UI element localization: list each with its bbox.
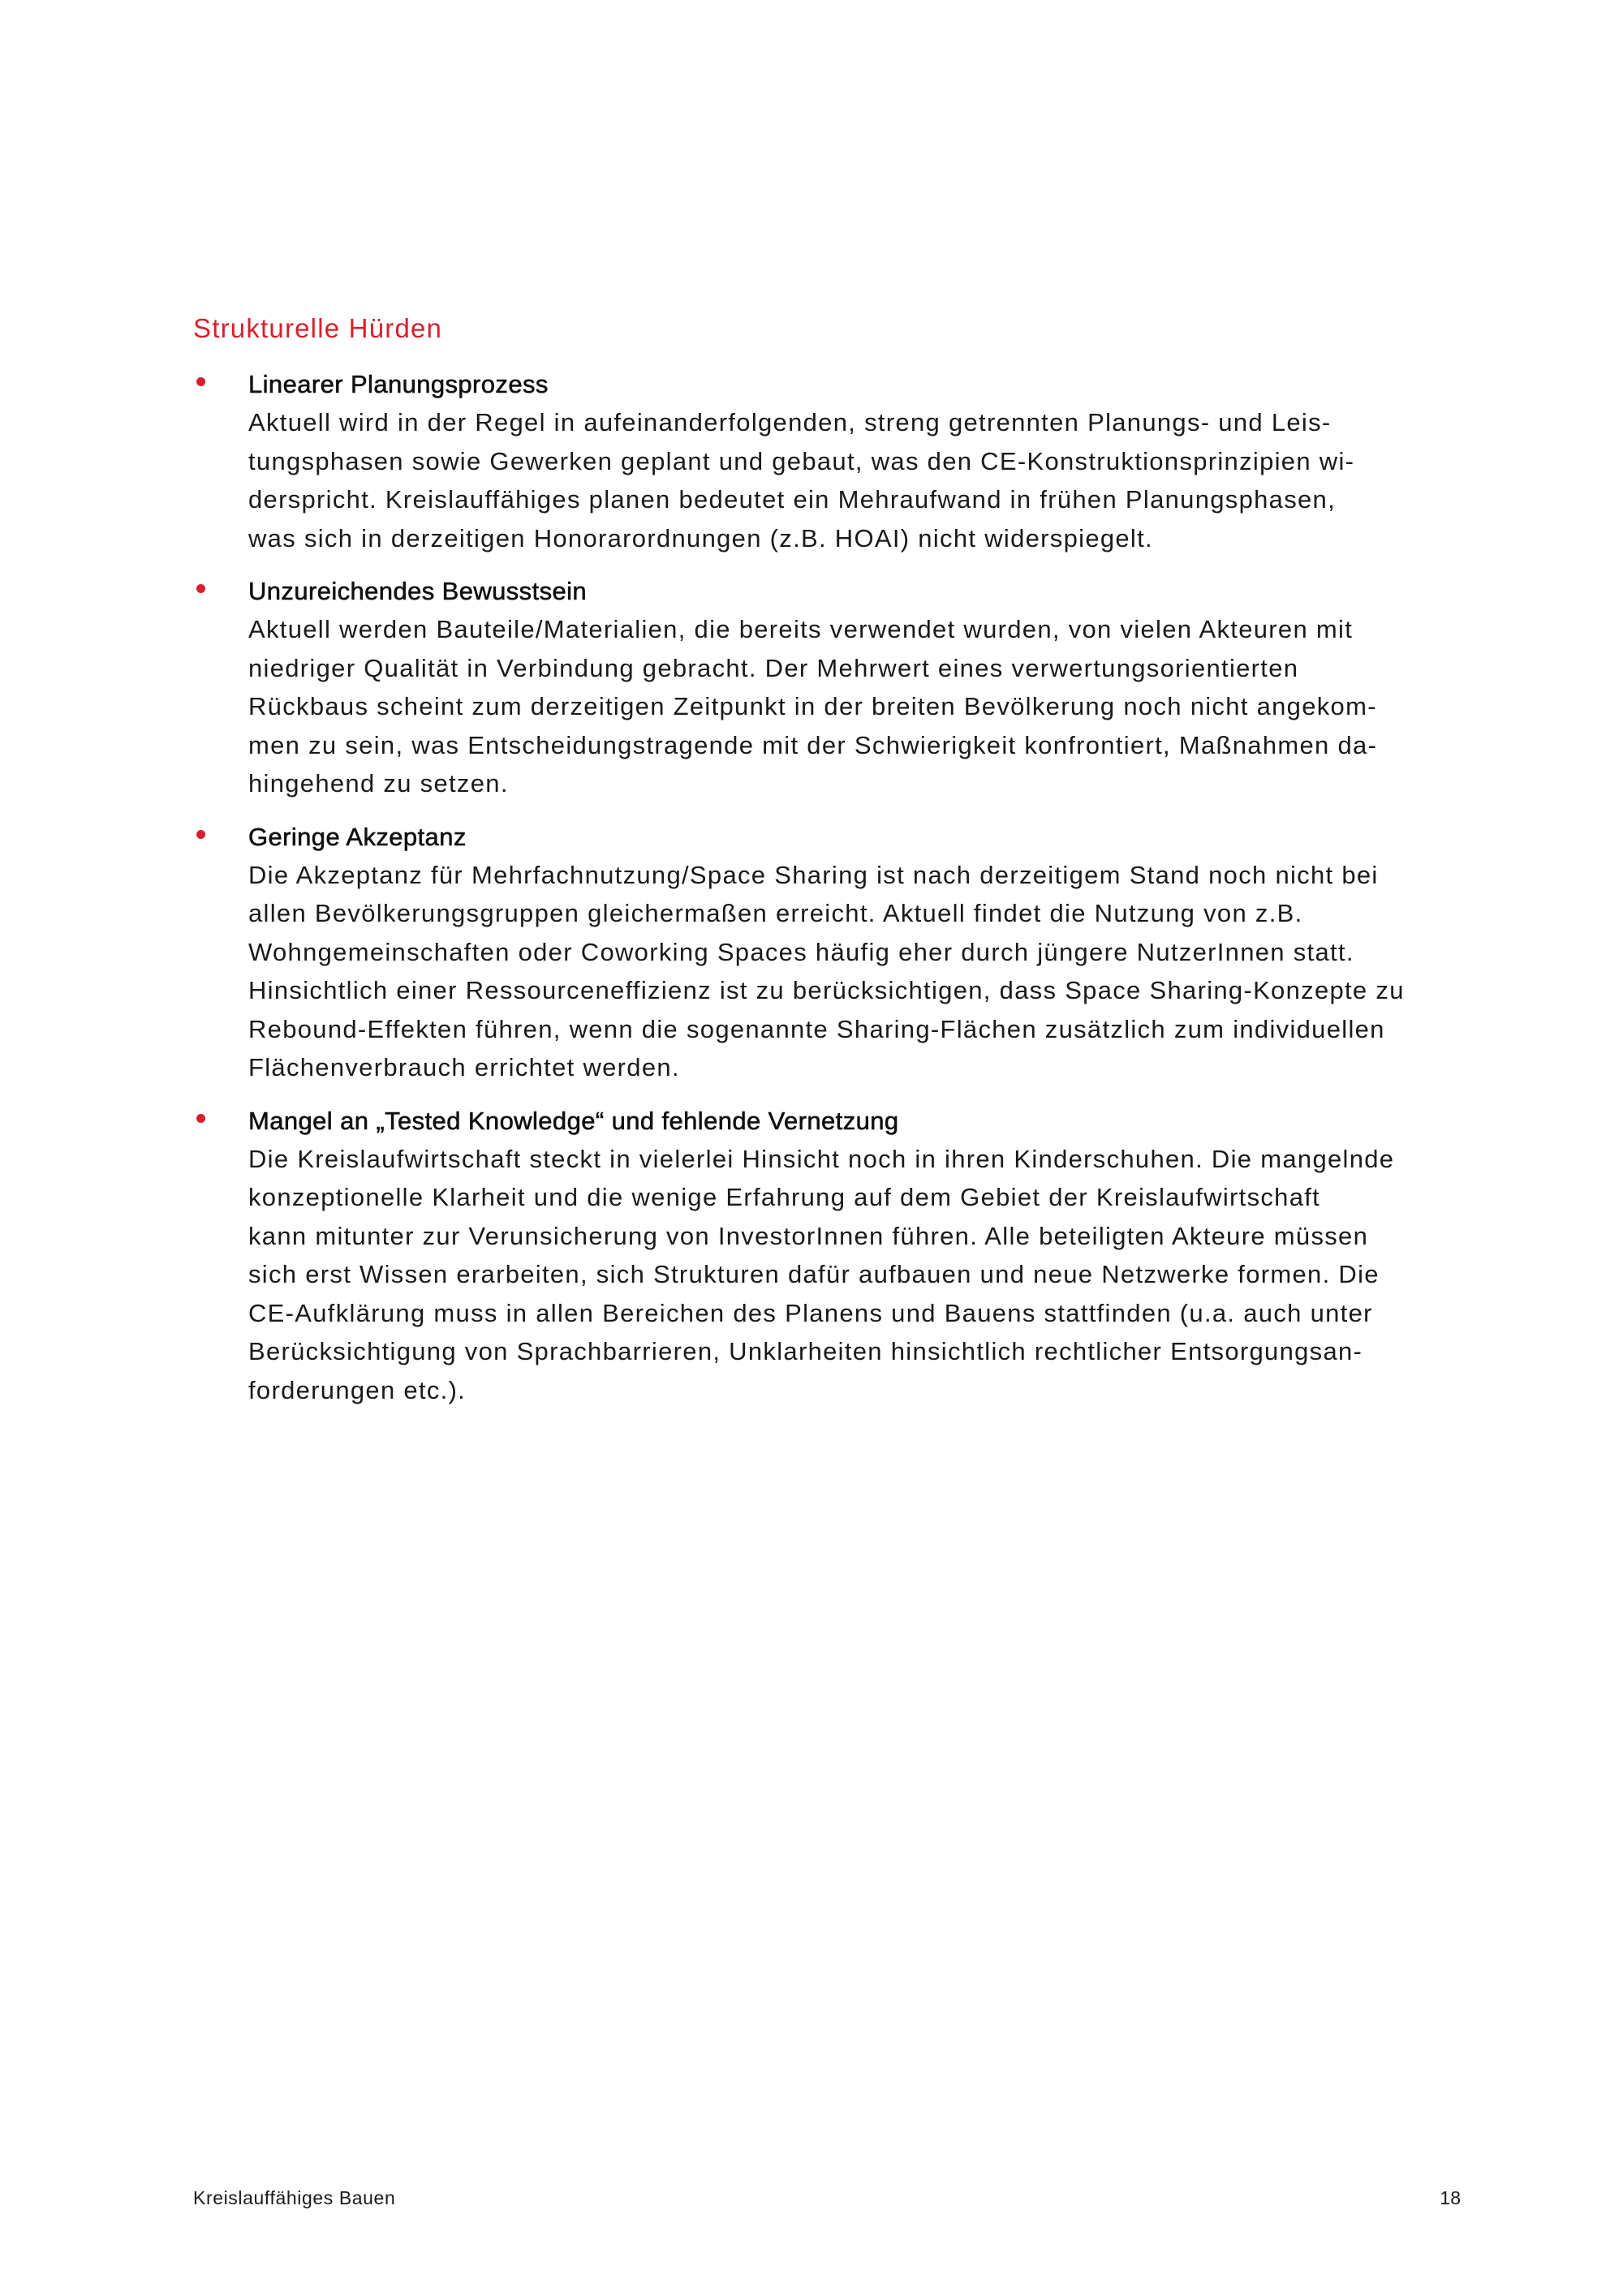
- text-line: Aktuell wird in der Regel in aufeinanderfolgenden, streng getrennten Planungs- und Leis-: [248, 408, 1332, 436]
- item-title: Geringe Akzeptanz: [248, 822, 467, 851]
- bullet-list: [193, 365, 1459, 1424]
- section-title: Strukturelle Hürden: [193, 313, 443, 343]
- text-line: men zu sein, was Entscheidungstragende mit der Schwierigkeit konfrontiert, Maßnahmen da-: [248, 730, 1378, 759]
- item-title: Linearer Planungsprozess: [248, 370, 549, 398]
- text-line: Flächenverbrauch errichtet werden.: [248, 1053, 680, 1081]
- item-text: [248, 1140, 1459, 1410]
- bullet-icon: [196, 377, 205, 386]
- page-number: 18: [1440, 2187, 1461, 2208]
- text-line: Hinsichtlich einer Ressourceneffizienz ist zu berücksichtigen, dass Space Sharing-Konzepte zu: [248, 976, 1405, 1004]
- text-line: Berücksichtigung von Sprachbarrieren, Unklarheiten hinsichtlich rechtlicher Entsorgungsan-: [248, 1337, 1363, 1365]
- text-line: forderungen etc.).: [248, 1375, 467, 1404]
- bullet-icon: [196, 584, 205, 593]
- list-item: [193, 1102, 1459, 1410]
- text-line: konzeptionelle Klarheit und die wenige Erfahrung auf dem Gebiet der Kreislaufwirtschaft: [248, 1183, 1321, 1211]
- text-line: tungsphasen sowie Gewerken geplant und gebaut, was den CE-Konstruktionsprinzipien wi-: [248, 446, 1355, 475]
- item-text: [248, 610, 1459, 803]
- text-line: Wohngemeinschaften oder Coworking Spaces häufig eher durch jüngere NutzerInnen statt.: [248, 937, 1354, 966]
- bullet-icon: [196, 1114, 205, 1123]
- item-title: Mangel an „Tested Knowledge“ und fehlende Vernetzung: [248, 1106, 899, 1135]
- text-line: allen Bevölkerungsgruppen gleichermaßen erreicht. Aktuell findet die Nutzung von z.B.: [248, 899, 1303, 927]
- item-text: [248, 403, 1459, 557]
- text-line: kann mitunter zur Verunsicherung von InvestorInnen führen. Alle beteiligten Akteure müssen: [248, 1221, 1369, 1250]
- bullet-icon: [196, 830, 205, 839]
- text-line: hingehend zu setzen.: [248, 769, 509, 798]
- list-item: [193, 818, 1459, 1087]
- list-item: [193, 365, 1459, 557]
- text-line: was sich in derzeitigen Honorarordnungen (z.B. HOAI) nicht widerspiegelt.: [248, 523, 1153, 553]
- text-line: Rückbaus scheint zum derzeitigen Zeitpunkt in der breiten Bevölkerung noch nicht angekom-: [248, 692, 1377, 720]
- text-line: Die Akzeptanz für Mehrfachnutzung/Space Sharing ist nach derzeitigem Stand noch nicht bei: [248, 860, 1379, 889]
- item-text: [248, 856, 1459, 1087]
- text-line: sich erst Wissen erarbeiten, sich Strukturen dafür aufbauen und neue Netzwerke formen. Die: [248, 1260, 1380, 1288]
- footer-title: Kreislauffähiges Bauen: [193, 2187, 396, 2208]
- text-line: niedriger Qualität in Verbindung gebracht. Der Mehrwert eines verwertungsorientierten: [248, 653, 1299, 682]
- text-line: derspricht. Kreislauffähiges planen bedeutet ein Mehraufwand in frühen Planungsphasen,: [248, 485, 1337, 514]
- text-line: Aktuell werden Bauteile/Materialien, die bereits verwendet wurden, von vielen Akteuren mit: [248, 615, 1354, 643]
- list-item: [193, 572, 1459, 803]
- item-title: Unzureichendes Bewusstsein: [248, 577, 588, 605]
- text-line: Die Kreislaufwirtschaft steckt in vielerlei Hinsicht noch in ihren Kinderschuhen. Die mangelnde: [248, 1144, 1395, 1173]
- text-line: CE-Aufklärung muss in allen Bereichen des Planens und Bauens stattfinden (u.a. auch unter: [248, 1298, 1373, 1327]
- text-line: Rebound-Effekten führen, wenn die sogenannte Sharing-Flächen zusätzlich zum individuellen: [248, 1014, 1385, 1043]
